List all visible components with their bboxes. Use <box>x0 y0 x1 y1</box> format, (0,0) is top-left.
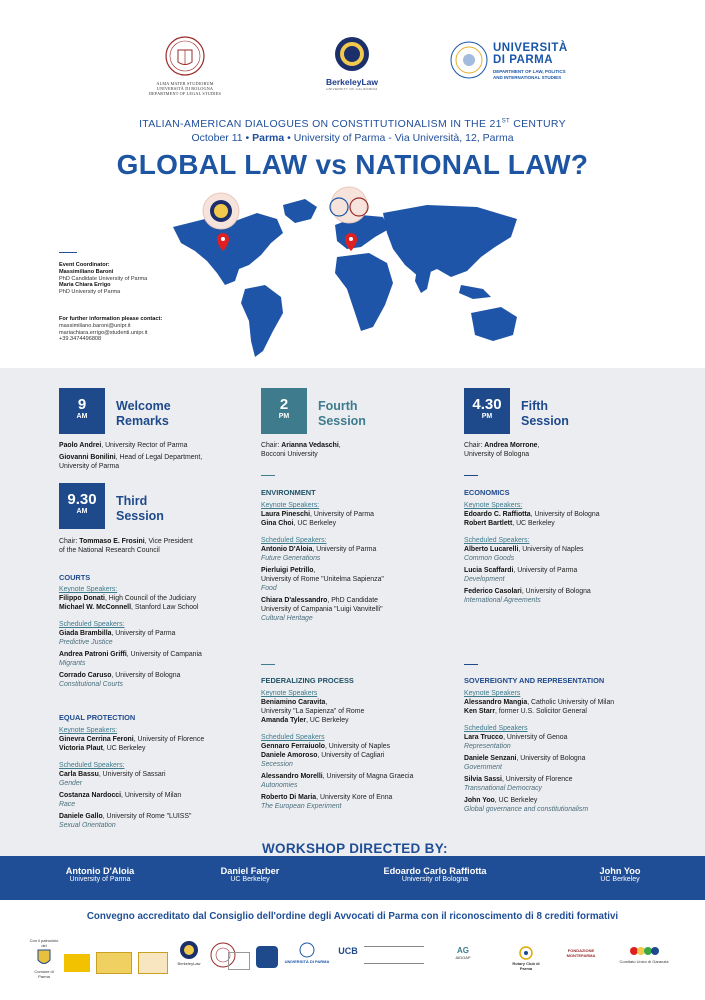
unipr-title-1: UNIVERSITÀ <box>493 42 568 54</box>
director-3: Edoardo Carlo Raffiotta University of Bologna <box>383 866 487 883</box>
sponsor-logo <box>228 952 250 970</box>
time-box-9am: 9 AM <box>59 388 105 434</box>
fifth-session-chair: Chair: Andrea Morrone, University of Bologna <box>464 442 540 458</box>
berkeley-small-seal-icon <box>179 940 199 960</box>
heading-sovereignty: SOVEREIGNTY AND REPRESENTATION <box>464 676 605 685</box>
fourth-session-chair: Chair: Arianna Vedaschi, Bocconi University <box>261 442 341 458</box>
dateline: October 11 • Parma • University of Parma - Via Università, 12, Parma <box>191 132 514 144</box>
unipr-sub-1: DEPARTMENT OF LAW, POLITICS <box>493 69 566 74</box>
sponsor-berkeley: BerkeleyLaw <box>174 940 204 966</box>
coordinator-2-role: PhD University of Parma <box>59 289 121 296</box>
map-south-america <box>241 285 283 357</box>
cug-logo-icon <box>629 944 659 958</box>
sponsor-strip <box>28 938 678 986</box>
environment-speakers: Keynote Speakers: Laura Pineschi, University of Parma Gina Choi, UC Berkeley Scheduled Speakers: Antonio D'Aloia, University of Parma Future Generations Pierluigi Petrillo, University of Rome "Unitelma Sapienza" Food Chiara D'alessandro, PhD Candidate University of Campania "Luigi Vanvitelli" Cultural Heritage <box>261 502 384 622</box>
divider <box>261 475 275 476</box>
map-se-asia <box>459 285 491 299</box>
accreditation-note: Convegno accreditato dal Consiglio dell'ordine degli Avvocati di Parma con il riconoscimento di 8 crediti formativi <box>86 911 619 922</box>
map-africa <box>335 253 393 331</box>
time-box-930am: 9.30 AM <box>59 483 105 529</box>
berkeley-sub: UNIVERSITY OF CALIFORNIA <box>326 87 378 91</box>
sponsor-comune: Con il patrocinio del Comune di Parma <box>29 938 59 979</box>
divider <box>261 664 275 665</box>
heading-federalizing: FEDERALIZING PROCESS <box>261 676 354 685</box>
berkeley-seal-icon <box>334 36 370 72</box>
coordinator-info <box>59 262 179 296</box>
unipr-sub-2: AND INTERNATIONAL STUDIES <box>493 74 562 80</box>
sponsor-ag: AG AIDOAP <box>455 946 471 960</box>
map-greenland <box>283 199 317 223</box>
contact-info <box>59 316 199 343</box>
director-1: Antonio D'Aloia University of Parma <box>65 866 135 883</box>
sponsor-logo <box>256 946 278 968</box>
federalizing-speakers: Keynote Speakers Beniamino Caravita, University "La Sapienza" of Rome Amanda Tyler, UC Berkeley Scheduled Speakers Gennaro Ferraiuolo, University of Naples Daniele Amoroso, University of Cagliari Secession Alessandro Morelli, University of Magna Graecia Autonomies Roberto Di Maria, University Kore of Enna The European Experiment <box>261 690 414 810</box>
comune-crest-icon <box>36 948 52 968</box>
director-2: Daniel Farber UC Berkeley <box>220 866 280 883</box>
unibo-line-1: ALMA MATER STUDIORUM <box>156 81 214 86</box>
series-title: ITALIAN-AMERICAN DIALOGUES ON CONSTITUTIONALISM IN THE 21ST CENTURY <box>139 118 566 130</box>
unipr-logo <box>449 40 599 90</box>
sponsor-rotary: Rotary Club di Parma <box>506 946 546 971</box>
session-title-fifth: Fifth Session <box>521 399 569 428</box>
courts-speakers: Keynote Speakers: Filippo Donati, High Council of the Judiciary Michael W. McConnell, Stanford Law School Scheduled Speakers: Giada Brambilla, University of Parma Predictive Justice Andrea Patroni Griffi, University of Campania Migrants Corrado Caruso, University of Bologna Constitutional Courts <box>59 586 202 688</box>
coordinator-label: Event Coordinator: <box>59 262 110 268</box>
sponsor-logo <box>364 946 424 964</box>
contact-email-2[interactable]: mariachiara.errigo@studenti.unipr.it <box>59 329 148 336</box>
sponsor-fondazione: FONDAZIONE MONTEPARMA <box>566 948 596 958</box>
coordinator-2-name: Maria Chiara Errigo <box>59 282 111 289</box>
directors-heading: WORKSHOP DIRECTED BY: <box>262 841 448 856</box>
time-box-430pm: 4.30 PM <box>464 388 510 434</box>
map-asia <box>383 205 517 277</box>
heading-courts: COURTS <box>59 573 91 582</box>
economics-speakers: Keynote Speakers: Edoardo C. Raffiotta, University of Bologna Robert Bartlett, UC Berkeley Scheduled Speakers: Alberto Lucarelli, University of Naples Common Goods Lucia Scaffardi, University of Parma Development Federico Casolari, University of Bologna International Agreements <box>464 502 600 604</box>
map-australia <box>471 307 517 341</box>
unibo-line-2: UNIVERSITÀ DI BOLOGNA <box>156 86 214 91</box>
berkeley-logo <box>322 36 382 91</box>
equal-protection-speakers: Keynote Speakers: Ginevra Cerrina Feroni, University of Florence Victoria Plaut, UC Berkeley Scheduled Speakers: Carla Bassu, University of Sassari Gender Costanza Nardocci, University of Milan Race Daniele Gallo, University of Rome "LUISS" Sexual Orientation <box>59 727 205 829</box>
contact-label: For further information please contact: <box>59 316 163 322</box>
session-title-third: Third Session <box>116 494 164 523</box>
map-india <box>415 269 431 293</box>
divider <box>464 475 478 476</box>
director-4: John Yoo UC Berkeley <box>599 866 641 883</box>
info-divider <box>59 252 77 253</box>
event-city: Parma <box>252 132 285 144</box>
welcome-speakers: Paolo Andrei, University Rector of Parma Giovanni Bonilini, Head of Legal Department, University of Parma <box>59 442 203 470</box>
map-bubble-italy <box>331 187 367 223</box>
heading-economics: ECONOMICS <box>464 488 510 497</box>
world-map <box>165 185 540 365</box>
session-title-fourth: Fourth Session <box>318 399 366 428</box>
page-title: GLOBAL LAW vs NATIONAL LAW? <box>116 149 589 180</box>
sponsor-logo <box>96 952 132 974</box>
unipr-seal-icon <box>449 40 489 80</box>
contact-email-1[interactable]: massimiliano.baroni@unipr.it <box>59 322 131 329</box>
session-title-welcome: Welcome Remarks <box>116 399 171 428</box>
unibo-line-3: DEPARTMENT OF LEGAL STUDIES <box>148 91 222 96</box>
heading-equal-protection: EQUAL PROTECTION <box>59 713 136 722</box>
unipr-small-seal-icon <box>299 942 315 958</box>
coordinator-1-role: PhD Candidate University of Parma <box>59 275 148 282</box>
third-session-chair: Chair: Tommaso E. Frosini, Vice President of the National Research Council <box>59 538 193 554</box>
unibo-seal-icon <box>165 36 205 76</box>
sponsor-logo <box>138 952 168 974</box>
event-date: October 11 <box>191 132 243 144</box>
divider <box>464 664 478 665</box>
event-venue: University of Parma - Via Università, 12, Parma <box>293 132 514 144</box>
heading-environment: ENVIRONMENT <box>261 488 316 497</box>
sovereignty-speakers: Keynote Speakers Alessandro Mangia, Catholic University of Milan Ken Starr, former U.S. Solicitor General Scheduled Speakers Lara Trucco, University of Genoa Representation Daniele Senzani, University of Bologna Government Silvia Sassi, University of Florence Transnational Democracy John Yoo, UC Berkeley Global governance and constitutionalism <box>464 690 615 813</box>
unibo-logo <box>135 36 235 96</box>
berkeley-name: BerkeleyLaw <box>326 77 378 87</box>
sponsor-logo <box>64 954 90 972</box>
time-box-2pm: 2 PM <box>261 388 307 434</box>
contact-phone[interactable]: +39.3474496808 <box>59 336 102 343</box>
unipr-title-2: DI PARMA <box>493 54 554 66</box>
sponsor-ucb: UCB <box>338 946 358 956</box>
sponsor-unipr: UNIVERSITÀ DI PARMA <box>284 942 330 964</box>
rotary-wheel-icon <box>519 946 533 960</box>
coordinator-1-name: Massimiliano Baroni <box>59 268 114 275</box>
sponsor-cug: Comitato Unico di Garanzia <box>614 944 674 964</box>
